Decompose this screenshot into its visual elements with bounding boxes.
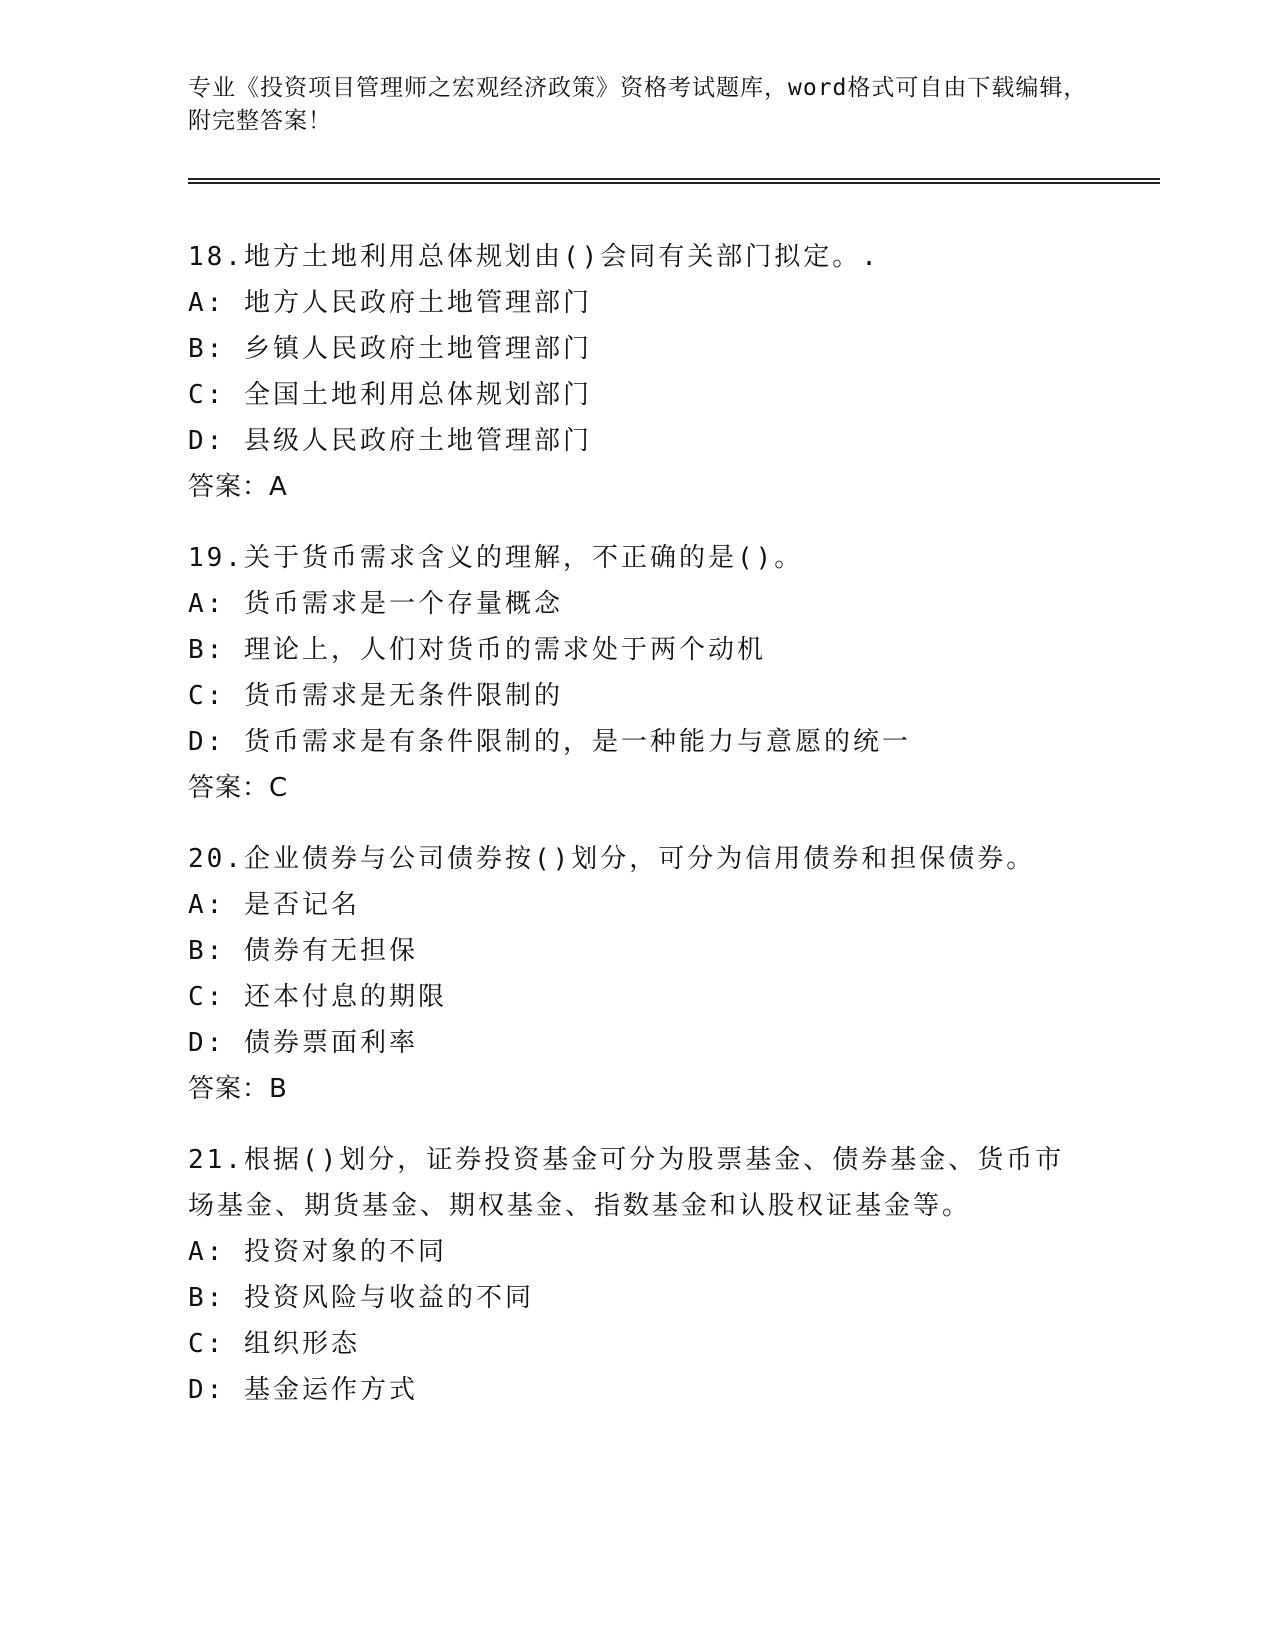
option-d: D: 基金运作方式 (188, 1375, 418, 1405)
question-18 (188, 234, 1088, 510)
question-20 (188, 836, 1088, 1112)
question-list (188, 234, 1088, 1438)
option-b: B: 债券有无担保 (188, 936, 418, 966)
option-a: A: 是否记名 (188, 890, 360, 920)
question-stem: 20.企业债券与公司债券按()划分，可分为信用债券和担保债券。 (188, 844, 1036, 874)
question-21 (188, 1137, 1088, 1413)
header-divider (188, 178, 1160, 184)
option-c: C: 还本付息的期限 (188, 982, 447, 1012)
question-19 (188, 535, 1088, 811)
option-c: C: 全国土地利用总体规划部门 (188, 380, 592, 410)
option-a: A: 投资对象的不同 (188, 1237, 447, 1267)
option-d: D: 县级人民政府土地管理部门 (188, 426, 592, 456)
question-stem: 18.地方土地利用总体规划由()会同有关部门拟定。. (188, 242, 880, 272)
answer: 答案：A (188, 472, 288, 502)
option-b: B: 投资风险与收益的不同 (188, 1283, 534, 1313)
document-header: 专业《投资项目管理师之宏观经济政策》资格考试题库，word格式可自由下载编辑，附完整答案！ (188, 75, 1088, 134)
option-a: A: 地方人民政府土地管理部门 (188, 288, 592, 318)
option-b: B: 理论上，人们对货币的需求处于两个动机 (188, 635, 766, 665)
answer: 答案：B (188, 1074, 288, 1104)
option-d: D: 货币需求是有条件限制的，是一种能力与意愿的统一 (188, 727, 911, 757)
option-a: A: 货币需求是一个存量概念 (188, 589, 563, 619)
option-d: D: 债券票面利率 (188, 1028, 418, 1058)
question-stem: 19.关于货币需求含义的理解，不正确的是()。 (188, 543, 804, 573)
option-b: B: 乡镇人民政府土地管理部门 (188, 334, 592, 364)
option-c: C: 货币需求是无条件限制的 (188, 681, 563, 711)
option-c: C: 组织形态 (188, 1329, 360, 1359)
answer: 答案：C (188, 773, 289, 803)
question-stem: 21.根据()划分，证券投资基金可分为股票基金、债券基金、货币市场基金、期货基金、期权基金、指数基金和认股权证基金等。 (188, 1145, 1065, 1221)
